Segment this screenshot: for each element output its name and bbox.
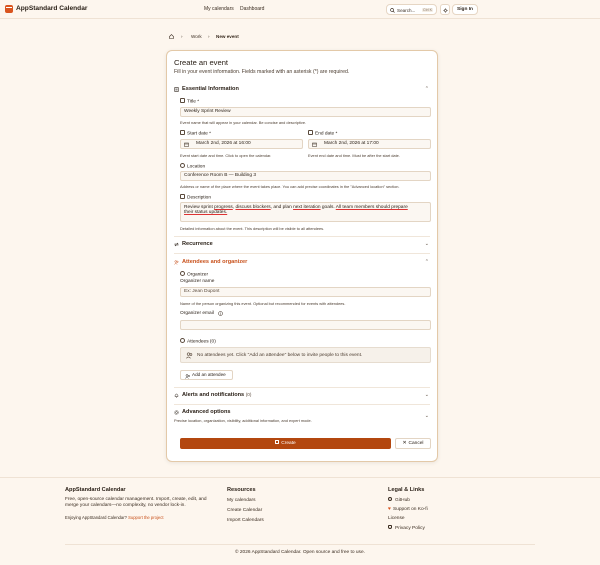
users-icon [174, 260, 179, 265]
page-title: Create an event [174, 58, 229, 67]
title-help: Event name that will appear in your calendar. Be concise and descriptive. [180, 120, 307, 125]
divider [174, 236, 430, 237]
bell-icon [174, 393, 179, 398]
section-alerts-toggle[interactable]: Alerts and notifications (0) [182, 392, 252, 398]
organizer-name-help: Name of the person organizing this event. Optional but recommended for events with attendees. [180, 301, 346, 306]
description-line-1: Review sprint progress, discuss blockers, and plan next iteration goals. All team members should prepare [184, 205, 408, 210]
theme-toggle-button[interactable] [440, 4, 450, 15]
copyright: © 2026 AppStandard Calendar. Open source and free to use. [235, 550, 365, 555]
divider [174, 253, 430, 254]
sign-in-button[interactable]: Sign In [452, 4, 478, 15]
footer-link-privacy[interactable]: Privacy Policy [388, 525, 425, 532]
users-icon [186, 352, 193, 359]
advanced-help: Precise location, organization, visibility, additional information, and expert mode. [174, 418, 312, 423]
footer-link-create-calendar[interactable]: Create Calendar [227, 508, 263, 513]
footer-link-kofi[interactable]: ♥ Support on Ko-fi [388, 506, 428, 512]
sun-icon [443, 8, 448, 13]
organizer-name-input[interactable]: Ex: Jean Dupont [180, 287, 431, 297]
chevron-down-icon[interactable]: ⌄ [424, 241, 429, 247]
location-label: Location [180, 163, 205, 170]
search-icon [390, 8, 395, 13]
user-icon [180, 271, 185, 276]
search-shortcut: Ctrl K [423, 7, 432, 12]
attendees-empty-text: No attendees yet. Click "Add an attendee" below to invite people to this event. [197, 353, 363, 358]
organizer-name-label: Organizer name [180, 279, 215, 284]
breadcrumb-work[interactable]: Work [191, 34, 202, 39]
repeat-icon [174, 242, 179, 247]
attendees-empty-state [180, 347, 431, 363]
info-icon[interactable] [218, 311, 223, 316]
footer-link-license[interactable]: License [388, 516, 405, 521]
start-date-label: Start date * [180, 130, 211, 137]
end-date-help: Event end date and time. Must be after the start date. [308, 153, 400, 158]
cancel-button[interactable]: ✕ Cancel [395, 438, 431, 449]
calendar-icon [308, 130, 313, 135]
calendar-icon [312, 142, 317, 147]
breadcrumb-separator: › [181, 34, 183, 39]
nav-my-calendars[interactable]: My calendars [204, 6, 234, 12]
chevron-up-icon[interactable]: ⌃ [424, 259, 429, 265]
map-pin-icon [180, 163, 185, 168]
divider [174, 404, 430, 405]
location-help: Address or name of the place where the event takes place. You can add precise coordinates in the "Advanced location" section. [180, 184, 400, 189]
users-icon [180, 338, 185, 343]
breadcrumb-separator: › [208, 34, 210, 39]
description-textarea[interactable] [180, 202, 431, 222]
search-label: Search... [397, 7, 416, 13]
chevron-down-icon[interactable]: ⌄ [424, 413, 429, 419]
gear-icon [174, 410, 179, 415]
text-icon [180, 98, 185, 103]
nav-dashboard[interactable]: Dashboard [240, 6, 265, 12]
heart-icon: ♥ [388, 506, 391, 512]
add-attendee-label: Add an attendee [192, 372, 226, 377]
description-label: Description [180, 194, 211, 201]
calendar-logo-icon[interactable] [5, 5, 13, 13]
title-input[interactable]: Weekly Sprint Review [180, 107, 431, 117]
section-attendees-toggle[interactable]: Attendees and organizer [182, 259, 248, 265]
footer-link-my-calendars[interactable]: My calendars [227, 498, 256, 503]
shield-icon [388, 525, 392, 529]
start-date-help: Event start date and time. Click to open the calendar. [180, 153, 272, 158]
organizer-heading: Organizer [180, 271, 208, 278]
chevron-down-icon[interactable]: ⌄ [424, 392, 429, 398]
location-input[interactable]: Conference Room B — Building 3 [180, 171, 431, 181]
section-advanced-toggle[interactable]: Advanced options [182, 409, 231, 415]
footer-divider [65, 544, 535, 545]
calendar-icon [184, 142, 189, 147]
description-line-2: their status updates. [184, 210, 228, 216]
resources-heading: Resources [227, 487, 256, 493]
create-button[interactable]: Create [180, 438, 391, 449]
search-button[interactable] [386, 4, 437, 15]
brand-name[interactable]: AppStandard Calendar [16, 5, 88, 12]
title-label: Title * [180, 98, 199, 105]
footer-link-import-calendars[interactable]: Import Calendars [227, 518, 264, 523]
divider [174, 387, 430, 388]
page-subtitle: Fill in your event information. Fields marked with an asterisk (*) are required. [174, 69, 350, 75]
footer [0, 477, 600, 565]
end-date-input[interactable]: March 2nd, 2026 at 17:00 [308, 139, 431, 149]
attendees-heading: Attendees (0) [180, 338, 216, 345]
footer-enjoying: Enjoying AppStandard Calendar? Support the project [65, 515, 164, 520]
top-header [0, 0, 600, 19]
end-date-label: End date * [308, 130, 337, 137]
organizer-email-label: Organizer email [180, 311, 214, 316]
document-icon [180, 194, 185, 199]
create-event-card [166, 50, 438, 462]
support-link[interactable]: Support the project [128, 515, 164, 520]
organizer-email-input[interactable] [180, 320, 431, 330]
footer-brand: AppStandard Calendar [65, 487, 126, 493]
chevron-up-icon[interactable]: ⌃ [424, 86, 429, 92]
description-help: Detailed information about the event. This description will be visible to all attendees. [180, 226, 325, 231]
footer-link-github[interactable]: GitHub [388, 497, 410, 504]
calendar-icon [180, 130, 185, 135]
breadcrumb-current: New event [216, 34, 239, 39]
add-attendee-button[interactable] [180, 370, 233, 380]
close-icon: ✕ [402, 441, 407, 446]
section-recurrence-toggle[interactable]: Recurrence [182, 241, 213, 247]
save-icon [275, 440, 279, 444]
section-essential-toggle[interactable]: Essential Information [182, 86, 239, 92]
home-icon[interactable] [169, 34, 174, 39]
github-icon [388, 497, 392, 501]
start-date-input[interactable]: March 2nd, 2026 at 16:00 [180, 139, 303, 149]
legal-heading: Legal & Links [388, 487, 425, 493]
user-plus-icon [185, 374, 190, 379]
footer-tagline: Free, open-source calendar management. Import, create, edit, and merge your calendars—no complexity, no vendor lock-in. [65, 497, 207, 509]
document-icon [174, 87, 179, 92]
